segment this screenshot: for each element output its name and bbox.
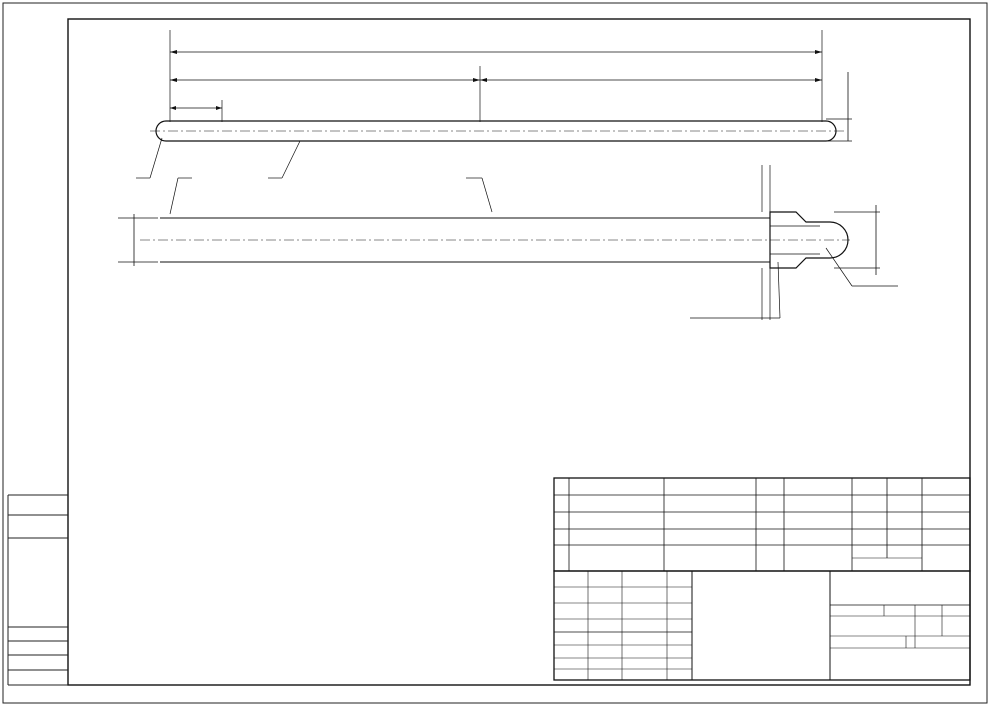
chain-top-view: [150, 30, 852, 141]
bom-table: [554, 478, 970, 680]
side-block: [8, 495, 68, 685]
part-balloons: [136, 138, 492, 214]
chain-side-view: [118, 165, 898, 320]
outer-border: [3, 3, 987, 703]
